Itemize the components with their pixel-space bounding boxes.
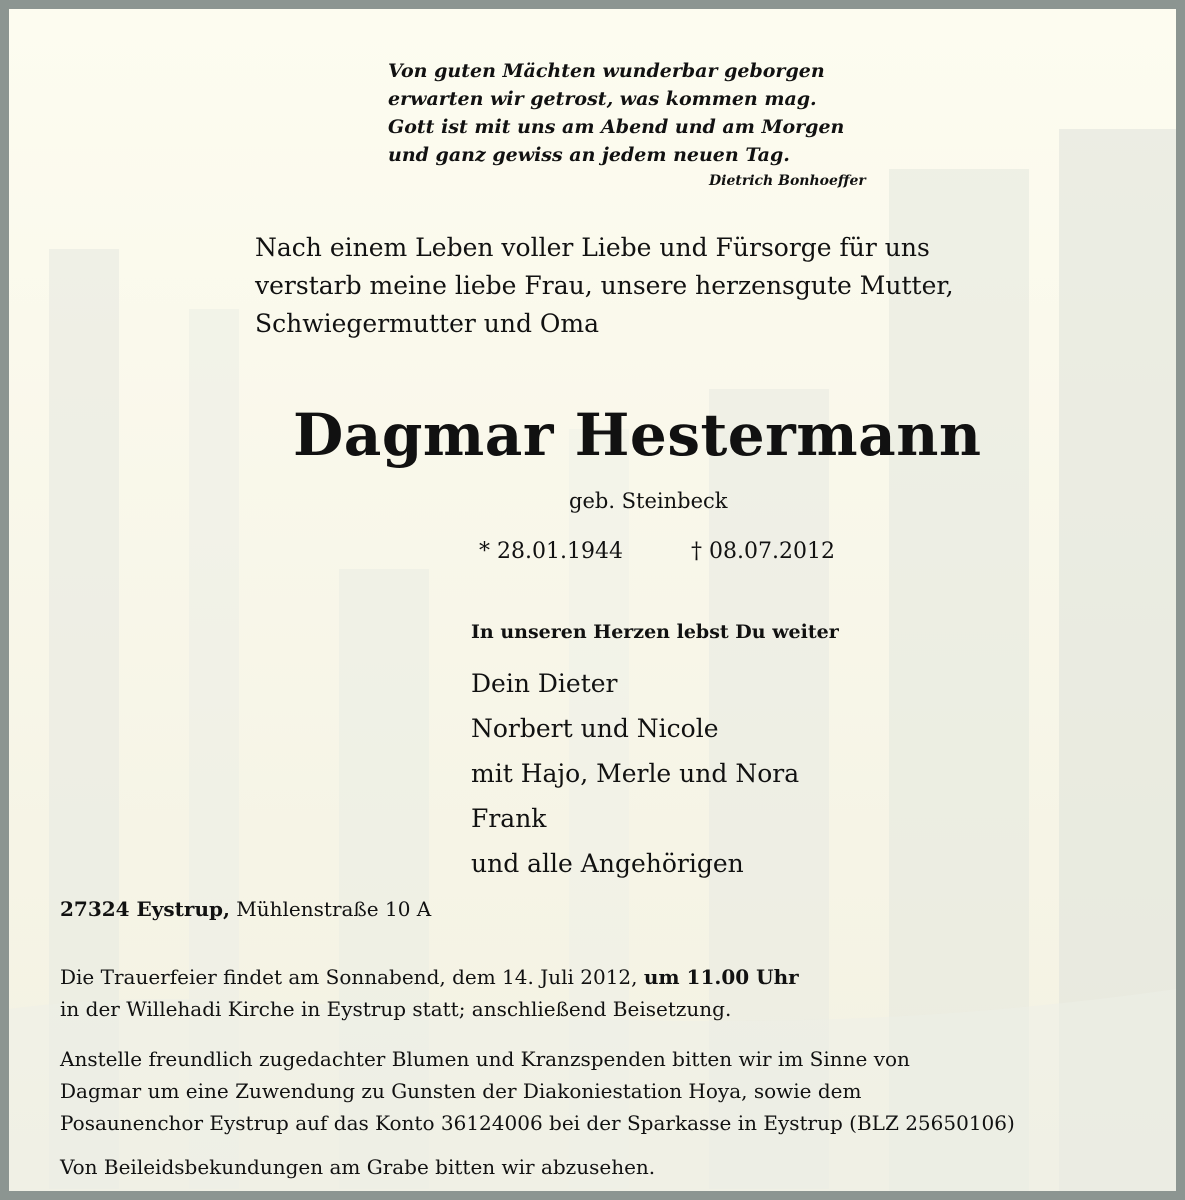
intro-line: verstarb meine liebe Frau, unsere herzensgute Mutter, xyxy=(255,271,954,300)
verse-author: Dietrich Bonhoeffer xyxy=(709,173,866,189)
service-location: in der Willehadi Kirche in Eystrup statt; anschließend Beisetzung. xyxy=(60,997,732,1021)
bonhoeffer-verse xyxy=(388,57,844,169)
service-time: um 11.00 Uhr xyxy=(643,965,799,989)
birth-name: geb. Steinbeck xyxy=(569,489,728,513)
verse-line: Gott ist mit uns am Abend und am Morgen xyxy=(388,116,845,138)
mourner-line: Dein Dieter xyxy=(471,669,618,698)
donation-line: Anstelle freundlich zugedachter Blumen und Kranzspenden bitten wir im Sinne von xyxy=(60,1047,910,1071)
mourner-line: Norbert und Nicole xyxy=(471,714,719,743)
funeral-service-info xyxy=(60,961,799,1025)
verse-line: und ganz gewiss an jedem neuen Tag. xyxy=(388,144,790,166)
mourner-line: Frank xyxy=(471,804,547,833)
birth-date: * 28.01.1944 xyxy=(479,539,623,564)
mourner-line: und alle Angehörigen xyxy=(471,849,744,878)
donation-request xyxy=(60,1043,1015,1139)
mourners-list xyxy=(471,661,799,886)
verse-line: Von guten Mächten wunderbar geborgen xyxy=(388,60,825,82)
address-city: 27324 Eystrup, xyxy=(60,897,230,921)
verse-line: erwarten wir getrost, was kommen mag. xyxy=(388,88,817,110)
address xyxy=(60,897,431,921)
intro-line: Nach einem Leben voller Liebe und Fürsorge für uns xyxy=(255,233,930,262)
death-date: † 08.07.2012 xyxy=(691,539,835,564)
mourners-heading: In unseren Herzen lebst Du weiter xyxy=(471,621,839,643)
mourner-line: mit Hajo, Merle und Nora xyxy=(471,759,800,788)
condolence-note: Von Beileidsbekundungen am Grabe bitten wir abzusehen. xyxy=(60,1155,656,1179)
intro-line: Schwiegermutter und Oma xyxy=(255,309,600,338)
donation-line: Dagmar um eine Zuwendung zu Gunsten der Diakoniestation Hoya, sowie dem xyxy=(60,1079,862,1103)
address-street: Mühlenstraße 10 A xyxy=(236,897,432,921)
service-text: Die Trauerfeier findet am Sonnabend, dem 14. Juli 2012, xyxy=(60,965,638,989)
intro-text xyxy=(255,229,954,343)
deceased-name: Dagmar Hestermann xyxy=(293,401,982,469)
donation-line: Posaunenchor Eystrup auf das Konto 36124006 bei der Sparkasse in Eystrup (BLZ 25650106) xyxy=(60,1111,1015,1135)
